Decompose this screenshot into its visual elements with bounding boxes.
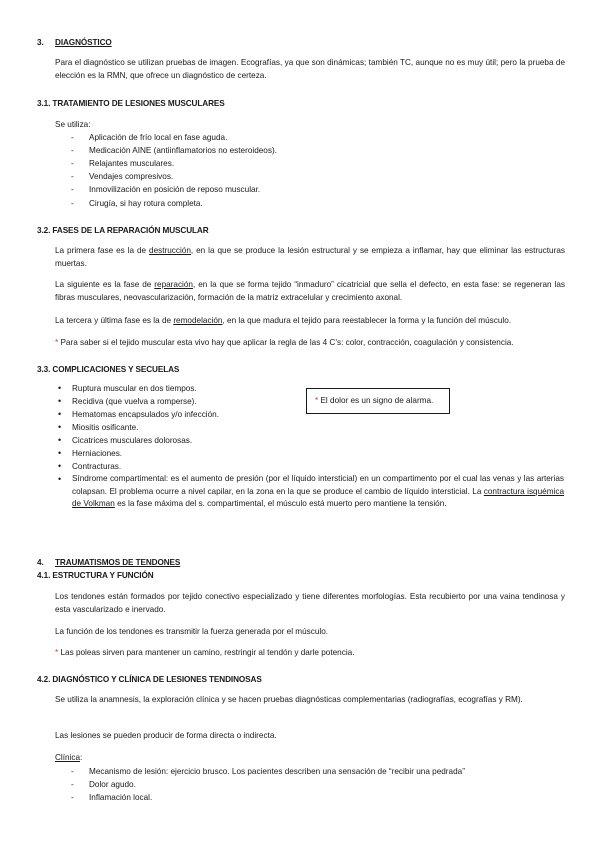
list-item: - Dolor agudo.: [71, 780, 136, 789]
list-item-compartment-syndrome: • Síndrome compartimental: es el aumento de presión (por el líquido intersticial) en un compartimento por el cual las venas y las arterias colapsan. El problema ocurre a nivel capilar, en la zona en la que se produce el cambio de líquido intersticial. La contractura isquémica de Volkman es la fase máxima del s. compartimental, el músculo está muerto pero mantiene la tensión.: [58, 474, 564, 509]
term-destruccion: destrucción: [149, 246, 191, 255]
pulleys-note: * Las poleas sirven para mantener un camino, restringir al tendón y darle potencia.: [55, 648, 355, 657]
injury-mode-paragraph: Las lesiones se pueden producir de forma directa o indirecta.: [55, 731, 277, 740]
section-3-heading: [37, 37, 112, 50]
section-title: TRAUMATISMOS DE TENDONES: [55, 558, 181, 567]
list-item: • Hematomas encapsulados y/o infección.: [58, 409, 219, 419]
diagnosis-tendon-paragraph: Se utiliza la anamnesis, la exploración clínica y se hacen pruebas diagnósticas complementarias (radiografías, ecografías y RM).: [55, 695, 523, 704]
tendon-function-paragraph: La función de los tendones es transmitir la fuerza generada por el músculo.: [55, 627, 329, 636]
asterisk-icon: *: [55, 648, 59, 657]
phase-remodel-paragraph: La tercera y última fase es la de remodelación, en la que madura el tejido para reestablecer la forma y la función del músculo.: [55, 316, 512, 325]
term-volkman: contractura isquémica de Volkman: [72, 486, 564, 509]
asterisk-icon: *: [55, 338, 59, 347]
list-item: • Recidiva (que vuelva a romperse).: [58, 396, 197, 406]
term-reparacion: reparación: [154, 280, 193, 289]
term-remodelacion: remodelación: [173, 316, 223, 325]
four-cs-note: * Para saber si el tejido muscular esta vivo hay que aplicar la regla de las 4 C’s: color, contracción, coagulación y consistencia.: [55, 338, 514, 347]
list-item: - Mecanismo de lesión: ejercicio brusco. Los pacientes describen una sensación de “recibir una pedrada”: [71, 767, 465, 776]
list-item: - Aplicación de frío local en fase aguda.: [71, 133, 228, 142]
asterisk-icon: *: [315, 396, 319, 405]
section-number: 3.: [37, 38, 44, 47]
list-item: - Inflamación local.: [71, 793, 153, 802]
clinica-label: Clínica:: [55, 753, 83, 762]
tendon-structure-paragraph: Los tendones están formados por tejido conectivo especializado y tiene diferentes morfologías. Esta recubierto por una vaina tendinosa y esta vascularizado e inervado.: [55, 592, 565, 614]
list-item: • Ruptura muscular en dos tiempos.: [58, 383, 197, 393]
section-4-heading: [37, 557, 180, 570]
diagnosis-paragraph: Para el diagnóstico se utilizan pruebas de imagen. Ecografías, ya que son dinámicas; también TC, aunque no es muy útil; pero la prueba de elección es la RMN, que ofrece un diagnóstico de certeza.: [55, 58, 565, 80]
subsection-4-2-heading: 4.2. DIAGNÓSTICO Y CLÍNICA DE LESIONES TENDINOSAS: [37, 675, 262, 684]
alarm-note-box: * El dolor es un signo de alarma.: [306, 388, 450, 414]
phase-repair-paragraph: La siguiente es la fase de reparación, en la que se forma tejido “inmaduro” cicatricial que sella el defecto, en esta fase: se regeneran las fibras musculares, neovascularización, formación de la matriz extracelular y crecimiento axonal.: [55, 280, 565, 302]
list-item: - Cirugía, si hay rotura completa.: [71, 199, 203, 208]
subsection-4-1-heading: 4.1. ESTRUCTURA Y FUNCIÓN: [37, 571, 154, 580]
section-title: DIAGNÓSTICO: [55, 38, 112, 47]
subsection-3-2-heading: 3.2. FASES DE LA REPARACIÓN MUSCULAR: [37, 226, 209, 235]
list-item: - Relajantes musculares.: [71, 159, 175, 168]
list-item: - Vendajes compresivos.: [71, 172, 174, 181]
phase-destruction-paragraph: La primera fase es la de destrucción, en la que se produce la lesión estructural y se empieza a inflamar, hay que eliminar las estructuras muertas.: [55, 246, 565, 268]
list-item: - Medicación AINE (antiinflamatorios no esteroideos).: [71, 146, 277, 155]
section-number: 4.: [37, 558, 44, 567]
list-item: • Cicatrices musculares dolorosas.: [58, 435, 193, 445]
list-item: • Herniaciones.: [58, 448, 123, 458]
list-item: • Miositis osificante.: [58, 422, 139, 432]
list-item: - Inmovilización en posición de reposo muscular.: [71, 185, 261, 194]
intro-text: Se utiliza:: [55, 120, 91, 129]
list-item: • Contracturas.: [58, 461, 122, 471]
subsection-3-1-heading: 3.1. TRATAMIENTO DE LESIONES MUSCULARES: [37, 99, 225, 108]
subsection-3-3-heading: 3.3. COMPLICACIONES Y SECUELAS: [37, 365, 180, 374]
